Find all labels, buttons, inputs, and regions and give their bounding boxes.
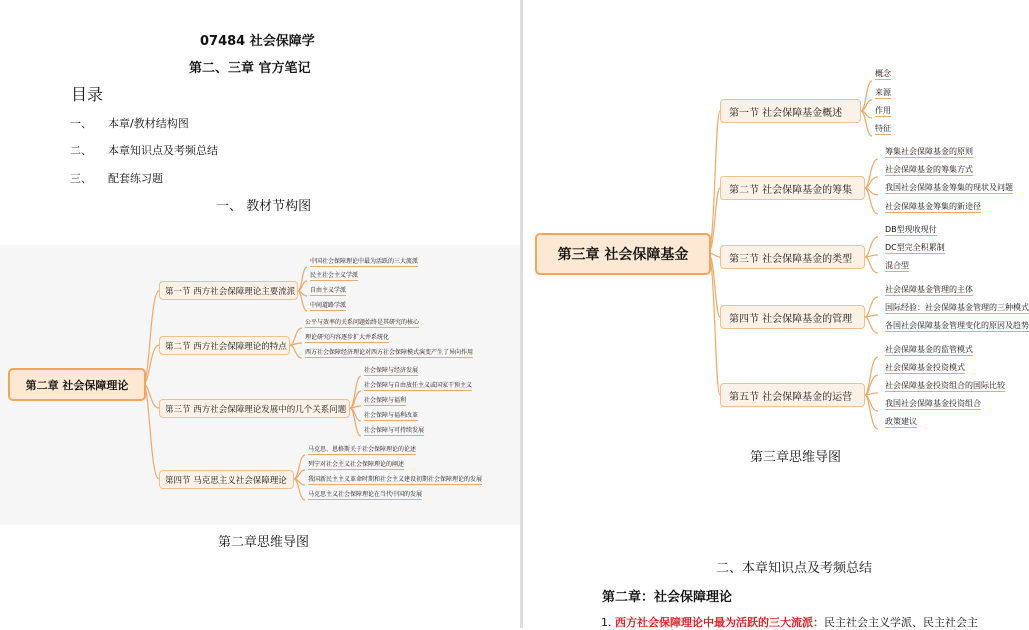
right-page [523,0,1029,629]
mindmap-leaf: 社会保障基金投资模式 [885,363,965,372]
chapter3-mindmap [523,62,1029,438]
mindmap-leaf: 社会保障与自由放任主义或国家干预主义 [364,382,473,389]
mindmap-leaf: 社会保障与福利改革 [364,412,419,419]
mindmap-section: 第四节 社会保障基金的管理 [720,305,865,329]
mindmap-section: 第四节 马克思主义社会保障理论 [159,470,294,489]
mindmap-leaf: 国际经验：社会保障基金管理的三种模式 [885,303,1029,312]
toc-item[interactable]: 本章/教材结构图 [108,117,189,130]
mindmap-leaf: 社会保障基金投资组合的国际比较 [885,381,1005,390]
item-text: 民主社会主义学派、民主社会主 [824,616,978,629]
document-subtitle: 第二、三章 官方笔记 [189,61,311,76]
section-heading: 二、本章知识点及考频总结 [716,561,873,576]
mindmap-leaf: 特征 [875,124,891,133]
mindmap-leaf: DC型完全积累制 [885,243,945,252]
item-number: 1. [601,616,612,629]
mindmap-leaf: 我国社会保障基金投资组合 [885,399,981,408]
toc-heading: 目录 [71,85,104,104]
mindmap-leaf: 我国新民主主义革命时期和社会主义建设初期社会保障理论的发展 [308,476,483,483]
mindmap-section: 第五节 社会保障基金的运营 [720,383,865,407]
mindmap-section: 第二节 西方社会保障理论的特点 [159,336,290,355]
mindmap-leaf: DB型现收现付 [885,225,937,234]
mindmap-section: 第三节 西方社会保障理论发展中的几个关系问题 [159,399,350,418]
mindmap-leaf: 马克思主义社会保障理论在当代中国的发展 [308,491,423,498]
mindmap-leaf: 各国社会保障基金管理变化的原因及趋势 [885,321,1029,330]
mindmap-section: 第二节 社会保障基金的筹集 [720,176,865,200]
mindmap-leaf: 概念 [875,69,891,78]
mindmap-section: 第三节 社会保障基金的类型 [720,245,865,269]
mindmap-leaf: 公平与效率的关系问题始终是其研究的核心 [305,319,420,326]
document-title: 07484 社会保障学 [200,34,315,49]
mindmap-leaf: 社会保障基金的筹集方式 [885,165,973,174]
mindmap-leaf: 民主社会主义学派 [310,272,359,279]
mindmap-root: 第三章 社会保障基金 [535,233,711,275]
figure-caption: 第二章思维导图 [218,535,310,550]
mindmap-leaf: 作用 [875,106,891,115]
mindmap-leaf: 社会保障与经济发展 [364,367,419,374]
toc-num: 一、 [70,117,92,130]
section-heading: 一、 教材节构图 [216,199,312,214]
mindmap-leaf: 混合型 [885,261,909,270]
mindmap-leaf: 中间道路学派 [310,302,347,309]
mindmap-leaf: 马克思、恩格斯关于社会保障理论的论述 [308,446,417,453]
mindmap-leaf: 西方社会保障经济理论对西方社会保障模式演变产生了异向作用 [305,349,474,356]
mindmap-leaf: 来源 [875,88,891,97]
mindmap-leaf: 理论研究内容逐步扩大并系统化 [305,334,390,341]
mindmap-root: 第二章 社会保障理论 [8,368,146,401]
figure-caption: 第三章思维导图 [750,450,842,465]
mindmap-section: 第一节 社会保障基金概述 [720,99,861,123]
item-highlight: 西方社会保障理论中最为活跃的三大流派： [615,616,824,629]
knowledge-item [601,614,978,630]
mindmap-leaf: 筹集社会保障基金的原则 [885,147,973,156]
mindmap-leaf: 社会保障基金筹集的新途径 [885,202,981,211]
mindmap-leaf: 政策建议 [885,417,917,426]
toc-num: 二、 [70,144,92,157]
toc-num: 三、 [70,172,92,185]
mindmap-section: 第一节 西方社会保障理论主要流派 [159,281,298,300]
mindmap-leaf: 社会保障与可持续发展 [364,427,425,434]
toc-item[interactable]: 配套练习题 [108,172,163,185]
chapter-heading: 第二章：社会保障理论 [602,590,733,605]
mindmap-leaf: 社会保障基金管理的主体 [885,285,973,294]
toc-item[interactable]: 本章知识点及考频总结 [108,144,218,157]
chapter2-mindmap [0,245,520,525]
mindmap-leaf: 列宁对社会主义社会保障理论的阐述 [308,461,405,468]
mindmap-leaf: 社会保障与福利 [364,397,407,404]
mindmap-leaf: 中国社会保障理论中最为活跃的三大流派 [310,258,419,265]
mindmap-leaf: 社会保障基金的监管模式 [885,345,973,354]
mindmap-leaf: 自由主义学派 [310,287,347,294]
mindmap-leaf: 我国社会保障基金筹集的现状及问题 [885,183,1013,192]
